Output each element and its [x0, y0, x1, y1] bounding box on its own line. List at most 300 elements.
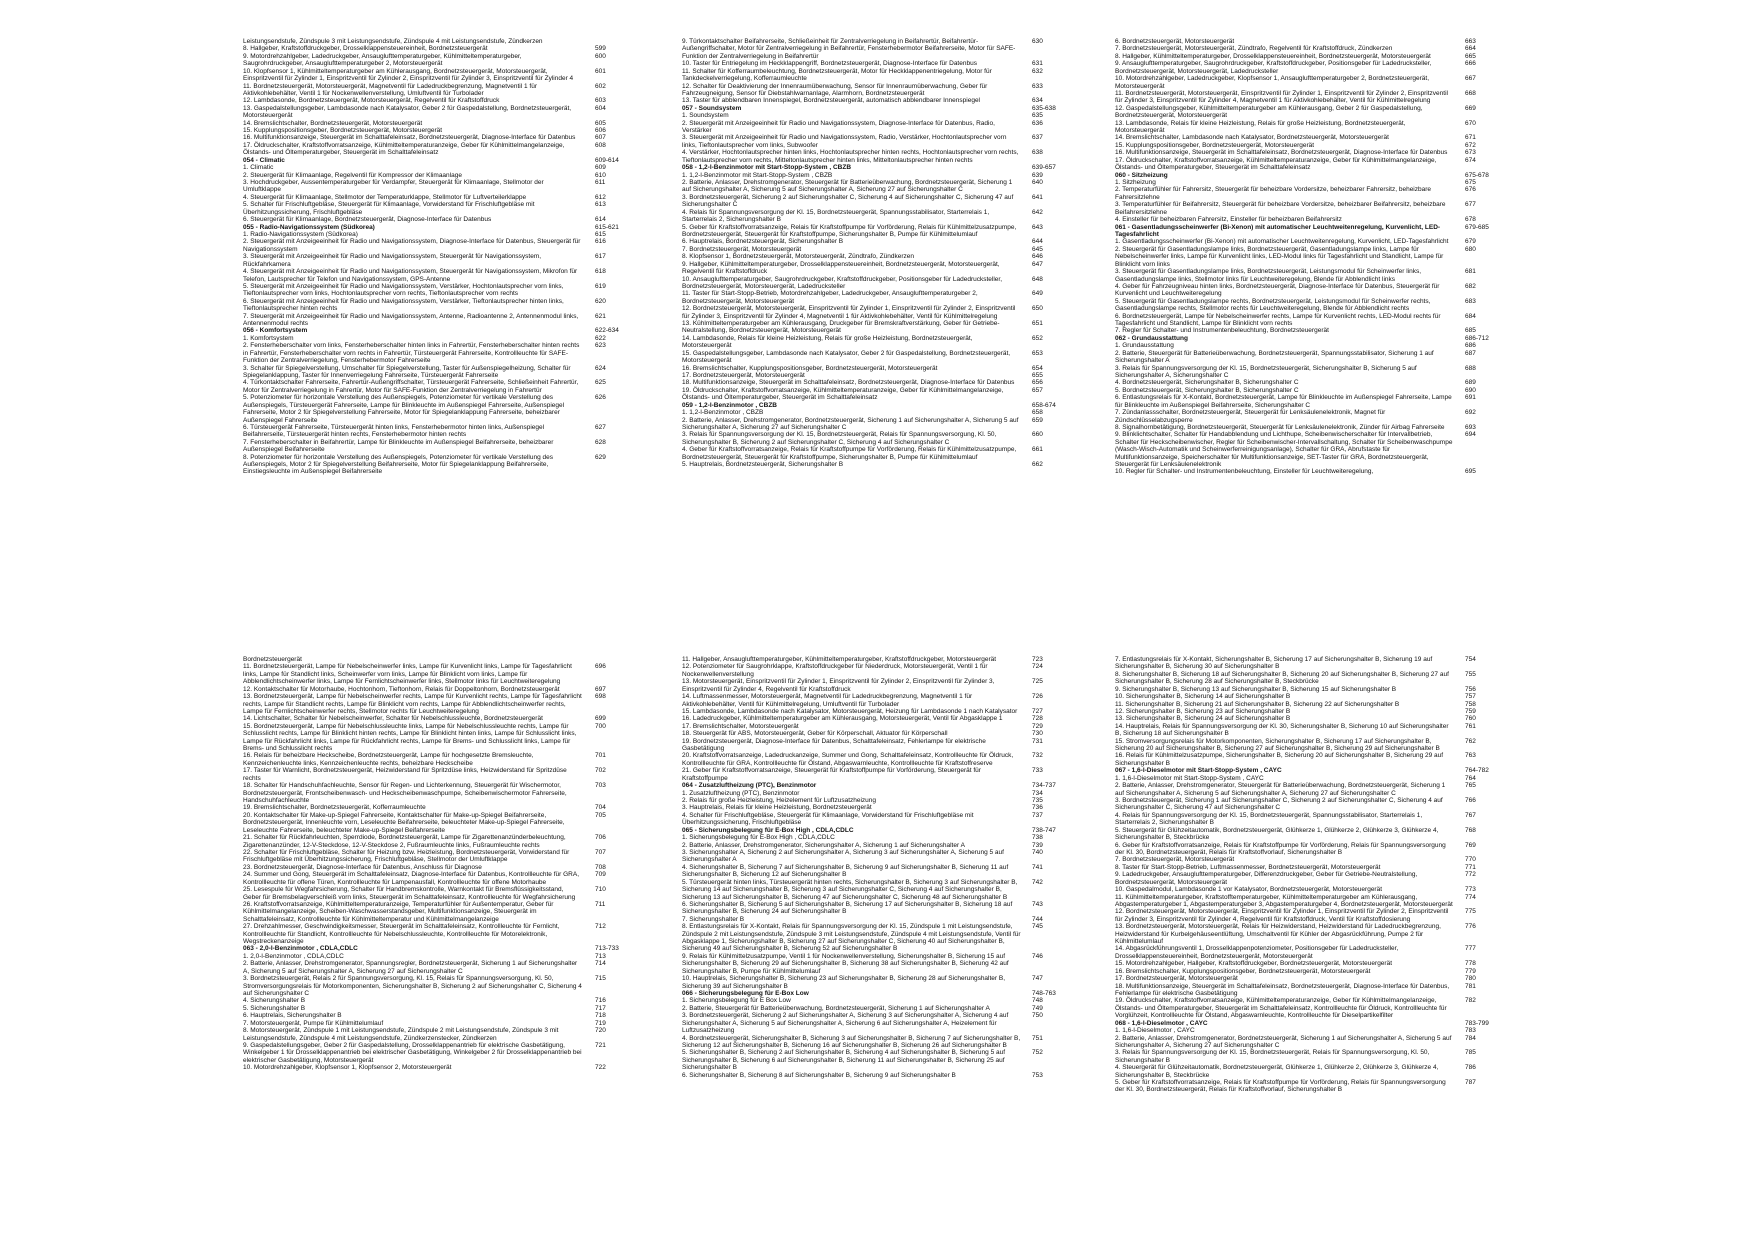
page-number: 704 — [595, 804, 606, 812]
index-entry — [682, 923, 1043, 953]
index-entry — [682, 171, 1043, 179]
index-entry — [682, 737, 1043, 753]
section-heading — [682, 826, 1056, 834]
entry-text: 2. Temperaturfühler für Fahrersitz, Steuergerät für beheizbare Vordersitze, beheizbarer Fahrersitz, beheizbare Fahrersitzlehne — [1115, 186, 1433, 201]
page-number: 692 — [1465, 409, 1476, 417]
entry-text: 4. Steuergerät für Klimaanlage, Stellmotor der Temperaturklappe, Stellmotor für Luftverteilerklappe — [243, 193, 527, 201]
page-number: 683 — [1465, 297, 1476, 305]
entry-text: 15. Kupplungspositionsgeber, Bordnetzsteuergerät, Motorsteuergerät — [1115, 141, 1315, 149]
entry-text: 10. Motordrehzahlgeber, Ladedruckgeber, Klopfsensor 1, Ansauglufttemperaturgeber 2, Bordnetzsteuergerät, Motorsteuergerät — [1115, 75, 1431, 90]
index-entry — [1115, 886, 1476, 894]
entry-text: 13. Sicherungshalter B, Sicherung 24 auf Sicherungshalter B — [1115, 715, 1291, 723]
page-number: 670 — [1465, 119, 1476, 127]
entry-text: 14. Abgasrückführungsventil 1, Drosselklappenpotenziometer, Positionsgeber für Ladedrucksteller, Drosselklappensteuereinheit, Bordnetzsteuergerät, Motorsteuergerät — [1115, 945, 1401, 960]
entry-text: 16. Relais für Kühlmittelzusatzpumpe, Sicherungshalter B, Sicherung 20 auf Sicherungshalter B, Sicherung 29 auf Sicherungshalter B — [1115, 752, 1445, 767]
entry-text: 13. Taster für abblendbaren Innenspiegel, Bordnetzsteuergerät, automatisch abblendbarer Innenspiegel — [682, 97, 981, 105]
entry-text: 3. Steuergerät mit Anzeigeeinheit für Radio und Navigationssystem, Steuergerät für Navigationssystem, Rückfahrkamera — [243, 253, 543, 268]
entry-text: 1. Soundsystem — [682, 112, 729, 120]
page-number: 730 — [1032, 730, 1043, 738]
entry-text: 16. Relais für beheizbare Heckscheibe, Bordnetzsteuergerät, Lampe für hochgesetzte Bremsleuchte, Kennzeichenleuchte links, Kennzeichenleuchte rechts, beheizbare Heckscheibe — [243, 752, 536, 767]
page-number: 599 — [595, 45, 606, 53]
index-entry — [243, 685, 606, 693]
index-entry — [1115, 1049, 1476, 1064]
index-entry — [243, 297, 606, 313]
page-number: 674 — [1465, 156, 1476, 164]
page-number: 621 — [595, 312, 606, 320]
entry-text: 7. Bordnetzsteuergerät, Motorsteuergerät — [682, 245, 802, 253]
entry-text: 10. Klopfsensor 1, Kühlmitteltemperaturgeber am Kühlerausgang, Bordnetzsteuergerät, Motorsteuergerät, Einspritzventil für Zylinder 1, Einspritzventil für Zylinder 2, Einspritzventil für Zylinder 3, Einspritzventil für Zylinder 4 — [243, 67, 574, 83]
index-entry — [243, 997, 606, 1005]
entry-text: 17. Öldruckschalter, Kraftstoffvorratsanzeige, Kühlmitteltemperaturanzeige, Geber für Kühlmittelmangelanzeige, Ölstands- und Öltemperaturgeber, Steuergerät im Schalttafeleinsatz — [243, 141, 567, 157]
entry-text: 18. Schalter für Handschuhfachleuchte, Sensor für Regen- und Lichterkennung, Steuergerät für Wischermotor, Bordnetzsteuergerät, Frontscheibenwasch- und Heckscheibenwaschpumpe, Scheibenwischermotor Fahrerseite, Handschuhfachleuchte — [243, 782, 569, 805]
index-entry — [243, 423, 606, 439]
index-entry — [243, 282, 606, 298]
entry-text: 056 - Komfortsystem — [243, 327, 308, 335]
page-number: 651 — [1032, 320, 1043, 328]
index-entry — [682, 863, 1043, 879]
entry-text: 7. Sicherungshalter B — [682, 915, 745, 923]
entry-text: 2. Steuergerät mit Anzeigeeinheit für Radio und Navigationssystem, Diagnose-Interface für Datenbus, Radio, Verstärker — [682, 119, 997, 135]
entry-text: Bordnetzsteuergerät — [243, 656, 302, 663]
section-heading — [243, 327, 619, 335]
page-number: 711 — [595, 900, 606, 908]
index-entry — [243, 334, 606, 342]
index-entry — [243, 656, 583, 663]
entry-text: 5. Bordnetzsteuergerät, Sicherungshalter B, Sicherungshalter C — [1115, 386, 1299, 394]
page-number: 727 — [1032, 707, 1043, 715]
entry-text: 6. Türsteuergerät Fahrerseite, Türsteuergerät hinten links, Fensterhebermotor hinten links, Außenspiegel Beifahrerseite, Türsteuergerät hinten rechts, Fensterhebermotor hinten rechts — [243, 423, 546, 439]
entry-text: 11. Schalter für Kofferraumbeleuchtung, Bordnetzsteuergerät, Motor für Heckklappenentriegelung, Motor für Tankdeckelverriegelung, Kofferraumleuchte — [682, 67, 994, 83]
index-entry — [243, 900, 606, 923]
index-entry — [682, 1049, 1043, 1072]
page-number: 787 — [1465, 1079, 1476, 1087]
section-heading — [243, 156, 619, 164]
index-entry — [682, 730, 1043, 738]
index-entry — [682, 678, 1043, 693]
page-number: 614 — [595, 216, 606, 224]
entry-text: 065 - Sicherungsbelegung für E-Box High , CDLA,CDLC — [682, 826, 854, 834]
index-entry — [682, 320, 1043, 335]
index-entry — [682, 193, 1043, 209]
index-entry — [1115, 700, 1476, 708]
index-entry — [682, 179, 1043, 194]
page-number: 708 — [595, 863, 606, 871]
page-number: 668 — [1465, 89, 1476, 97]
page-number: 777 — [1465, 945, 1476, 953]
index-entry — [243, 975, 606, 997]
index-entry — [243, 141, 606, 157]
entry-text: 1. 1,2-l-Benzinmotor mit Start-Stopp-System , CBZB — [682, 171, 833, 179]
page-number: 612 — [595, 193, 606, 201]
page-number: 738-747 — [1032, 826, 1056, 834]
page-number: 678 — [1465, 216, 1476, 224]
page-number: 748-763 — [1032, 989, 1056, 997]
page-number: 631 — [1032, 60, 1043, 68]
index-entry — [682, 149, 1043, 164]
page-number: 707 — [595, 848, 606, 856]
entry-text: 4. Relais für Spannungsversorgung der Kl. 15, Bordnetzsteuergerät, Spannungsstabilisator, Starterrelais 1, Starterrelais 2, Sicherungshalter B — [1115, 811, 1424, 827]
index-entry — [243, 379, 606, 394]
index-entry — [682, 1071, 1043, 1079]
entry-text: 4. Bordnetzsteuergerät, Sicherungshalter B, Sicherung 3 auf Sicherungshalter B, Sicherung 7 auf Sicherungshalter B, Sicherung 12 auf Sicherungshalter B, Sicherung 16 auf Sicherungshalter B, Sicherung 26 auf Sicherungshalter B — [682, 1034, 1023, 1049]
index-entry — [682, 841, 1043, 849]
index-entry — [243, 216, 606, 224]
page-number: 696 — [595, 663, 606, 671]
index-entry — [1115, 945, 1476, 960]
page-number: 685 — [1465, 327, 1476, 335]
entry-text: 10. Taster für Entriegelung im Heckklappengriff, Bordnetzsteuergerät, Diagnose-Interface für Datenbus — [682, 60, 977, 68]
index-entry — [1115, 468, 1476, 476]
index-entry — [243, 97, 606, 105]
entry-text: 20. Kontaktschalter für Make-up-Spiegel Fahrerseite, Kontaktschalter für Make-up-Spiegel Beifahrerseite, Bordnetzsteuergerät, Innenleuchte vorn, Leseleuchte Beifahrerseite, beleuchteter Make-up-Spiegel Fahrerseite, Leseleuchte Fahrerseite, beleuchteter Make-up-Spiegel Beifahrerseite — [243, 811, 567, 834]
page-number: 671 — [1465, 134, 1476, 142]
page-number: 604 — [595, 104, 606, 112]
index-column-6 — [1115, 656, 1515, 1226]
entry-text: 5. Geber für Kraftstoffvorratsanzeige, Relais für Kraftstoffpumpe für Vorförderung, Relais für Spannungsversorgung der Kl. 30, Bordnetzsteuergerät, Relais für Kraftstoffvorlauf, Sicherungshalter B — [1115, 1079, 1448, 1094]
page-number: 745 — [1032, 923, 1043, 931]
index-entry — [1115, 908, 1476, 923]
index-entry — [243, 119, 606, 127]
index-entry — [682, 253, 1043, 261]
entry-text: 5. Schalter für Frischluftgebläse, Steuergerät für Klimaanlage, Vorwiderstand für Frischluftgebläse mit Überhitzungssicherung, Frischluftgebläse — [243, 201, 537, 216]
entry-text: 12. Lambdasonde, Bordnetzsteuergerät, Motorsteuergerät, Regelventil für Kraftstoffdruck — [243, 97, 500, 105]
page-number: 611 — [595, 179, 606, 187]
entry-text: 4. Einsteller für beheizbaren Fahrersitz, Einsteller für beheizbaren Beifahrersitz — [1115, 216, 1342, 224]
entry-text: 4. Türkontaktschalter Fahrerseite, Fahrertür-Außengriffschalter, Türsteuergerät Fahrerseite, Schließeinheit Fahrertür, Motor für Zentralverriegelung in Fahrertür, Motor für SAFE-Funktion der Zentralverriegelung in Fahrertür — [243, 379, 581, 394]
page-number: 642 — [1032, 208, 1043, 216]
entry-text: 7. Bordnetzsteuergerät, Motorsteuergerät — [1115, 856, 1235, 864]
page-number: 693 — [1465, 423, 1476, 431]
entry-text: 055 - Radio-Navigationssystem (Südkorea) — [243, 223, 375, 231]
entry-text: 2. Batterie, Anlasser, Drehstromgenerator, Spannungsregler, Bordnetzsteuergerät, Sicherung 1 auf Sicherungshalter A, Sicherung 5 auf Sicherungshalter A, Sicherung 27 auf Sicherungshalter C — [243, 960, 579, 975]
index-entry — [682, 693, 1043, 708]
page-number: 753 — [1032, 1071, 1043, 1079]
index-entry — [682, 848, 1043, 864]
page-number: 637 — [1032, 134, 1043, 142]
index-entry — [243, 193, 606, 201]
entry-text: 19. Öldruckschalter, Kraftstoffvorratsanzeige, Kühlmitteltemperaturanzeige, Geber für Kühlmittelmangelanzeige, Ölstands- und Öltemperaturgeber, Steuergerät im Schalttafeleinsatz — [682, 386, 1006, 402]
page-number: 606 — [595, 127, 606, 135]
page-number: 785 — [1465, 1049, 1476, 1057]
page-number: 747 — [1032, 975, 1043, 983]
entry-text: 8. Taster für Start-Stopp-Betrieb, Luftmassenmesser, Bordnetzsteuergerät, Motorsteuergerät — [1115, 863, 1381, 871]
index-entry — [682, 60, 1043, 68]
entry-text: 13. Kühlmitteltemperaturgeber am Kühlerausgang, Druckgeber für Bremskraftverstärkung, Geber für Getriebe-Neutralstellung, Bordnetzsteuergerät, Motorsteuergerät — [682, 320, 1000, 335]
page-number: 688 — [1465, 364, 1476, 372]
page-number: 767 — [1465, 811, 1476, 819]
index-entry — [682, 811, 1043, 827]
page-number: 736 — [1032, 804, 1043, 812]
page-number: 600 — [595, 52, 606, 60]
index-entry — [1115, 342, 1476, 350]
page-number: 749 — [1032, 1004, 1043, 1012]
page-number: 669 — [1465, 104, 1476, 112]
index-entry — [682, 663, 1043, 678]
entry-text: 14. Lambdasonde, Relais für kleine Heizleistung, Relais für große Heizleistung, Bordnetzsteuergerät, Motorsteuergerät — [682, 334, 975, 350]
index-entry — [1115, 782, 1476, 797]
entry-text: 9. Ladedruckgeber, Ansauglufttemperaturgeber, Differenzdruckgeber, Geber für Getriebe-Neutralstellung, Bordnetzsteuergerät, Motorsteuergerät — [1115, 871, 1420, 886]
entry-text: 057 - Soundsystem — [682, 104, 742, 112]
page-number: 719 — [595, 1019, 606, 1027]
entry-text: 15. Gaspedalstellungsgeber, Lambdasonde nach Katalysator, Geber 2 für Gaspedalstellung, Bordnetzsteuergerät, Motorsteuergerät — [682, 349, 1012, 365]
entry-text: 24. Summer und Gong, Steuergerät im Schalttafeleinsatz, Diagnose-Interface für Datenbus, Kontrollleuchte für GRA, Kontrollleuchte für offene Türen, Kontrollleuchte für Lampenausfall, Kontrollleuchte für offene Motorhaube — [243, 871, 581, 886]
index-entry — [682, 260, 1043, 276]
page-number: 699 — [595, 715, 606, 723]
page-number: 663 — [1465, 38, 1476, 45]
entry-text: 3. Hauptrelais, Relais für kleine Heizleistung, Bordnetzsteuergerät — [682, 804, 872, 812]
page-number: 613 — [595, 201, 606, 209]
entry-text: 2. Batterie, Steuergerät für Batterieüberwachung, Bordnetzsteuergerät, Spannungsstabilisator, Sicherung 1 auf Sicherungshalter A — [1115, 349, 1436, 365]
entry-text: 1. Radio-Navigationssystem (Südkorea) — [243, 230, 358, 238]
page-number: 617 — [595, 253, 606, 261]
entry-text: 2. Batterie, Steuergerät für Batterieüberwachung, Bordnetzsteuergerät, Sicherung 1 auf Sicherungshalter A — [682, 1004, 990, 1012]
entry-text: 058 - 1,2-l-Benzinmotor mit Start-Stopp-System , CBZB — [682, 164, 852, 172]
page-number: 720 — [595, 1027, 606, 1035]
index-entry — [682, 67, 1043, 83]
page-number: 776 — [1465, 923, 1476, 931]
page-number: 712 — [595, 923, 606, 931]
entry-text: 7. Motorsteuergerät, Pumpe für Kühlmittelumlauf — [243, 1019, 384, 1027]
entry-text: 13. Bordnetzsteuergerät, Lampe für Nebelscheinwerfer rechts, Lampe für Kurvenlicht rechts, Lampe für Tagesfahrlicht rechts, Lampe für Standlicht rechts, Lampe für Blinklicht vorn rechts, Lampe für Abblendlichtscheinwerfer rechts, Lampe für Fernlichtscheinwerfer rechts, Stellmotor rechts für Leuchtweiteregelung — [243, 693, 584, 715]
page-number: 636 — [1032, 119, 1043, 127]
page-number: 762 — [1465, 737, 1476, 745]
entry-text: 9. Hallgeber, Kühlmitteltemperaturgeber, Drosselklappensteuereinheit, Bordnetzsteuergerät, Motorsteuergerät, Regelventil für Kraftstoffdruck — [682, 260, 1002, 276]
entry-text: 19. Bremslichtschalter, Bordnetzsteuergerät, Kofferraumleuchte — [243, 804, 426, 812]
index-entry — [682, 208, 1043, 224]
page-number: 658 — [1032, 409, 1043, 417]
index-entry — [682, 238, 1043, 246]
section-heading — [1115, 171, 1489, 179]
page-number: 676 — [1465, 186, 1476, 194]
page-number: 769 — [1465, 841, 1476, 849]
page-number: 605 — [595, 119, 606, 127]
entry-text: 11. Sicherungshalter B, Sicherung 21 auf Sicherungshalter B, Sicherung 22 auf Sicherungshalter B — [1115, 700, 1400, 708]
index-entry — [682, 275, 1043, 291]
index-column-2 — [682, 38, 1082, 598]
index-entry — [1115, 960, 1476, 968]
page-number: 746 — [1032, 952, 1043, 960]
page-number: 686-712 — [1465, 334, 1489, 342]
page-number: 739 — [1032, 841, 1043, 849]
entry-text: 3. Relais für Spannungsversorgung der Kl. 15, Bordnetzsteuergerät, Relais für Spannungsversorgung, Kl. 50, Sicherungshalter B, Sicherung 2 auf Sicherungshalter C, Sicherung 4 auf Sicherungshalter C — [682, 431, 999, 446]
entry-text: 1. Zusatzluftheizung (PTC), Benzinmotor — [682, 789, 800, 797]
index-entry — [1115, 826, 1476, 842]
entry-text: 13. Lambdasonde, Relais für kleine Heizleistung, Relais für große Heizleistung, Bordnetzsteuergerät, Motorsteuergerät — [1115, 119, 1408, 135]
entry-text: 12. Bordnetzsteuergerät, Motorsteuergerät, Einspritzventil für Zylinder 1, Einspritzventil für Zylinder 2, Einspritzventil für Zylinder 3, Einspritzventil für Zylinder 4, Magnetventil 1 für Aktivkohlebehälter, Ventil für Kühlmittelregelung — [682, 305, 1018, 320]
entry-text: 14. Lichtschalter, Schalter für Nebelscheinwerfer, Schalter für Nebelschlussleuchte, Bordnetzsteuergerät — [243, 715, 543, 723]
entry-text: 15. Stromversorgungsrelais für Motorkomponenten, Sicherungshalter B, Sicherung 17 auf Sicherungshalter B, Sicherung 20 auf Sicherungshalter B, Sicherung 27 auf Sicherungshalter B, Sicherung 29 auf Sicherungshalter B — [1115, 737, 1440, 753]
index-column-1 — [243, 38, 653, 598]
entry-text: 22. Schalter für Frischluftgebläse, Schalter für Heizung bzw. Heizleistung, Bordnetzsteuergerät, Vorwiderstand für Frischluftgebläse mit Überhitzungssicherung, Frischluftgebläse, Stellmotor der Umluftklappe — [243, 848, 572, 864]
index-entry — [682, 119, 1043, 135]
entry-text: 5. Potenziometer für horizontale Verstellung des Außenspiegels, Potenziometer für vertikale Verstellung des Außenspiegels, Türsteuergerät Fahrerseite, Lampe für Blinkleuchte im Außenspiegel Fahrerseite, Außenspiegel Fahrerseite, Motor 2 für Spiegelverstellung Fahrerseite, Motor für Spiegelanklappung Fahrerseite, beheizbarer Außenspiegel Fahrerseite — [243, 394, 566, 424]
index-entry — [1115, 967, 1476, 975]
index-entry — [682, 1012, 1043, 1035]
section-heading — [682, 401, 1056, 409]
index-entry — [682, 1004, 1043, 1012]
index-entry — [243, 693, 606, 715]
page-number: 655 — [1032, 371, 1043, 379]
page-number: 691 — [1465, 394, 1476, 402]
entry-text: 5. Hauptrelais, Bordnetzsteuergerät, Sicherungshalter B — [682, 461, 844, 469]
entry-text: 8. Potenziometer für horizontale Verstellung des Außenspiegels, Potenziometer für vertikale Verstellung des Außenspiegels, Motor 2 für Spiegelverstellung Beifahrerseite, Motor für Spiegelanklappung Beifahrerseite, Einstiegsleuchte im Außenspiegel Beifahrerseite — [243, 453, 555, 476]
page-number: 620 — [595, 297, 606, 305]
index-entry — [682, 804, 1043, 812]
entry-text: 4. Geber für Kraftstoffvorratsanzeige, Relais für Kraftstoffpumpe für Vorförderung, Relais für Kühlmittelzusatzpumpe, Bordnetzsteuergerät, Steuergerät für Kraftstoffpumpe, Sicherungshalter B, Pumpe für Kühlmittelumlauf — [682, 446, 1019, 461]
page-number: 780 — [1465, 975, 1476, 983]
page-number: 628 — [595, 438, 606, 446]
index-entry — [243, 752, 606, 767]
entry-text: 9. Sicherungshalter B, Sicherung 13 auf Sicherungshalter B, Sicherung 15 auf Sicherungshalter B — [1115, 685, 1397, 693]
page-number: 743 — [1032, 900, 1043, 908]
entry-text: 26. Kraftstoffvorratsanzeige, Kühlmitteltemperaturanzeige, Temperaturfühler für Außentemperatur, Geber für Kühlmittelmangelanzeige, Scheiben-Waschwasserstandsgeber, Multifunktionsanzeige, Steuergerät im Schalttafeleinsatz, Kontrollleuchte für Kühlmitteltemperatur und Kühlmittelmangelanzeige — [243, 900, 556, 923]
index-entry — [243, 179, 606, 194]
index-entry — [682, 290, 1043, 305]
page-number: 751 — [1032, 1034, 1043, 1042]
entry-text: 8. Entlastungsrelais für X-Kontakt, Relais für Spannungsversorgung der Kl. 15, Zündspule 1 mit Leistungsendstufe, Zündspule 2 mit Leistungsendstufe, Zündspule 3 mit Leistungsendstufe, Zündspule 4 mit Leistungsendstufe, Ventil für Abgasklappe 1, Sicherungshalter B, Sicherung 27 auf Sicherungshalter C, Sicherung 40 auf Sicherungshalter B, Sicherung 49 auf Sicherungshalter B, Sicherung 52 auf Sicherungshalter B — [682, 923, 1023, 953]
index-column-3 — [1115, 38, 1515, 598]
page-number: 660 — [1032, 431, 1043, 439]
page-number: 680 — [1465, 245, 1476, 253]
entry-text: 3. Schalter für Spiegelverstellung, Umschalter für Spiegelverstellung, Taster für Außenspiegelheizung, Schalter für Spiegelanklappung, Taster für Innenverriegelung Fahrerseite, Türsteuergerät Fahrerseite — [243, 364, 573, 379]
entry-text: 061 - Gasentladungsscheinwerfer (Bi-Xenon) mit automatischer Leuchtweitenregelung, Kurvenlicht, LED-Tagesfahrlicht — [1115, 223, 1441, 238]
page-number: 771 — [1465, 863, 1476, 871]
entry-text: 6. Steuergerät für Klimaanlage, Bordnetzsteuergerät, Diagnose-Interface für Datenbus — [243, 216, 492, 224]
entry-text: 1. 1,6-l-Dieselmotor mit Start-Stopp-System , CAYC — [1115, 774, 1264, 782]
entry-text: 16. Multifunktionsanzeige, Steuergerät im Schalttafeleinsatz, Bordnetzsteuergerät, Diagnose-Interface für Datenbus — [1115, 149, 1448, 157]
index-entry — [243, 453, 606, 476]
index-entry — [1115, 423, 1476, 431]
page-number: 675 — [1465, 179, 1476, 187]
page-number: 610 — [595, 171, 606, 179]
index-entry — [1115, 975, 1476, 983]
page-number: 725 — [1032, 678, 1043, 686]
index-entry — [243, 38, 583, 45]
entry-text: 2. Batterie, Anlasser, Drehstromgenerator, Steuergerät für Batterieüberwachung, Bordnetzsteuergerät, Sicherung 1 auf Sicherungshalter A, Sicherung 5 auf Sicherungshalter A, Sicherung 27 auf Sicherungshalter C — [1115, 782, 1448, 797]
page-number: 735 — [1032, 797, 1043, 805]
index-entry — [1115, 707, 1476, 715]
page-number: 626 — [595, 394, 606, 402]
section-heading — [1115, 334, 1489, 342]
page-number: 748 — [1032, 997, 1043, 1005]
entry-text: 21. Schalter für Rückfahrleuchten, Sperrdiode, Bordnetzsteuergerät, Lampe für Zigarettenanzünderbeleuchtung, Zigarettenanzünder, 12-V-Steckdose, 12-V-Steckdose 2, Fußraumleuchte links, Fußraumleuchte rechts — [243, 834, 568, 849]
page-number: 760 — [1465, 715, 1476, 723]
index-entry — [1115, 201, 1476, 216]
index-entry — [1115, 104, 1476, 120]
entry-text: 7. Fensterheberschalter in Beifahrertür, Lampe für Blinkleuchte im Außenspiegel Beifahrerseite, beheizbarer Außenspiegel Beifahrerseite — [243, 438, 555, 454]
entry-text: 17. Bordnetzsteuergerät, Motorsteuergerät — [1115, 975, 1238, 983]
entry-text: 5. Sicherungshalter B — [243, 1004, 306, 1012]
entry-text: 9. Gaspedalstellungsgeber, Geber 2 für Gaspedalstellung, Drosselklappenantrieb für elektrische Gasbetätigung, Winkelgeber 1 für Drosselklappenantrieb bei elektrischer Gasbetätigung, Winkelgeber 2 für Drosselklappenantrieb bei elektrischer Gasbetätigung, Motorsteuergerät — [243, 1041, 584, 1064]
page-number: 609 — [595, 164, 606, 172]
page-number: 656 — [1032, 379, 1043, 387]
section-heading — [243, 945, 619, 953]
page-number: 666 — [1465, 60, 1476, 68]
entry-text: 9. Türkontaktschalter Beifahrerseite, Schließeinheit für Zentralverriegelung in Beifahrertür, Beifahrertür-Außengriffschalter, Motor für Zentralverriegelung in Beifahrertür, Fensterhebermotor Beifahrerseite, Motor für SAFE-Funktion der Zentralverriegelung in Beifahrertür — [682, 38, 1016, 60]
section-heading — [1115, 767, 1489, 775]
page-number: 710 — [595, 886, 606, 894]
page-number: 635 — [1032, 112, 1043, 120]
page-number: 732 — [1032, 752, 1043, 760]
entry-text: 6. Steuergerät mit Anzeigeeinheit für Radio und Navigationssystem, Verstärker, Tieftonlautsprecher hinten links, Tieftonlautsprecher hinten rechts — [243, 297, 566, 313]
index-entry — [1115, 282, 1476, 298]
page-number: 603 — [595, 97, 606, 105]
index-entry — [1115, 179, 1476, 187]
index-entry — [1115, 38, 1476, 45]
entry-text: 8. Hallgeber, Kühlmitteltemperaturgeber, Drosselklappensteuereinheit, Bordnetzsteuergerät, Motorsteuergerät — [1115, 52, 1431, 60]
entry-text: 3. Bordnetzsteuergerät, Sicherung 1 auf Sicherungshalter C, Sicherung 2 auf Sicherungshalter C, Sicherung 4 auf Sicherungshalter C, Sicherung 47 auf Sicherungshalter C — [1115, 797, 1445, 812]
entry-text: 7. Steuergerät mit Anzeigeeinheit für Radio und Navigationssystem, Antenne, Radioantenne 2, Antennenmodul links, Antennenmodul rechts — [243, 312, 580, 328]
page-number: 774 — [1465, 893, 1476, 901]
entry-text: 2. Steuergerät für Gasentladungslampe links, Bordnetzsteuergerät, Gasentladungslampe links, Lampe für Nebelscheinwerfer links, Lampe für Kurvenlicht links, LED-Modul links für Tagesfahrlicht und Standlicht, Lampe für Blinklicht vorn links — [1115, 245, 1446, 268]
index-entry — [1115, 752, 1476, 767]
page-number: 675-678 — [1465, 171, 1489, 179]
page-number: 779 — [1465, 967, 1476, 975]
index-entry — [1115, 364, 1476, 380]
page-number: 649 — [1032, 290, 1043, 298]
index-entry — [243, 67, 606, 83]
index-entry — [243, 1019, 606, 1027]
index-entry — [1115, 245, 1476, 268]
index-entry — [682, 223, 1043, 239]
entry-text: 25. Lesespule für Wegfahrsicherung, Schalter für Handbremskontrolle, Warnkontakt für Bremsflüssigkeitsstand, Geber für Bremsbelagverschleiß vorn links, Steuergerät im Schalttafeleinsatz, Kontrollleuchte für Wegfahrsicherung — [243, 886, 576, 901]
page-number: 622-634 — [595, 327, 619, 335]
entry-text: 3. Steuergerät für Gasentladungslampe links, Bordnetzsteuergerät, Leistungsmodul für Scheinwerfer links, Gasentladungslampe links, Stellmotor links für Leuchtweiteregelung, Blende für Abblendlicht links — [1115, 268, 1423, 283]
index-entry — [1115, 45, 1476, 53]
page-number: 640 — [1032, 179, 1043, 187]
page-number: 697 — [595, 685, 606, 693]
entry-text: 2. Relais für große Heizleistung, Heizelement für Luftzusatzheizung — [682, 797, 877, 805]
index-entry — [1115, 893, 1476, 909]
index-entry — [1115, 1064, 1476, 1079]
page-number: 634 — [1032, 97, 1043, 105]
entry-text: 9. Motordrehzahlgeber, Ladedruckgeber, Ansauglufttemperaturgeber, Kühlmitteltemperaturgeber, Saugrohrdruckgeber, Ansauglufttemperaturgeber 2, Motorsteuergerät — [243, 52, 524, 68]
entry-text: 7. Entlastungsrelais für X-Kontakt, Sicherungshalter B, Sicherung 17 auf Sicherungshalter B, Sicherung 19 auf Sicherungshalter B, Sicherung 30 auf Sicherungshalter B — [1115, 656, 1435, 671]
page-number: 773 — [1465, 886, 1476, 894]
index-entry — [1115, 60, 1476, 75]
page-number: 644 — [1032, 238, 1043, 246]
page-number: 654 — [1032, 364, 1043, 372]
entry-text: 5. Türsteuergerät hinten links, Türsteuergerät hinten rechts, Sicherungshalter B, Sicherung 3 auf Sicherungshalter B, Sicherung 14 auf Sicherungshalter B, Sicherung 3 auf Sicherungshalter C, Sicherung 4 auf Sicherungshalter B, Sicherung 13 auf Sicherungshalter B, Sicherung 47 auf Sicherungshalter C, Sicherung 48 auf Sicherungshalter B — [682, 878, 1020, 901]
entry-text: 11. Bordnetzsteuergerät, Lampe für Nebelscheinwerfer links, Lampe für Kurvenlicht links, Lampe für Tagesfahrlicht links, Lampe für Standlicht links, Scheinwerfer vorn links, Lampe für Blinklicht vorn links, Lampe für Abblendlichtscheinwerfer links, Lampe für Fernlichtscheinwerfer links, Stellmotor links für Leuchtweiteregelung — [243, 663, 574, 686]
index-entry — [243, 1027, 606, 1042]
page-number: 601 — [595, 67, 606, 75]
page-number: 758 — [1465, 700, 1476, 708]
page-number: 757 — [1465, 693, 1476, 701]
entry-text: 16. Bremslichtschalter, Kupplungspositionsgeber, Bordnetzsteuergerät, Motorsteuergerät — [682, 364, 938, 372]
entry-text: 12. Kontaktschalter für Motorhaube, Hochtonhorn, Tieftonhorn, Relais für Doppeltonhorn, Bordnetzsteuergerät — [243, 685, 560, 693]
page-number: 650 — [1032, 305, 1043, 313]
entry-text: 11. Taster für Start-Stopp-Betrieb, Motordrehzahlgeber, Ladedruckgeber, Ansauglufttemperaturgeber 2, Bordnetzsteuergerät, Motorsteuergerät — [682, 290, 980, 305]
page-number: 630 — [1032, 38, 1043, 45]
index-entry — [243, 834, 606, 849]
entry-text: 7. Bordnetzsteuergerät, Motorsteuergerät, Zündtrafo, Regelventil für Kraftstoffdruck, Zündkerzen — [1115, 45, 1393, 53]
index-entry — [682, 1034, 1043, 1050]
index-entry — [243, 811, 606, 834]
index-entry — [1115, 656, 1476, 671]
entry-text: 3. Sicherungshalter A, Sicherung 2 auf Sicherungshalter A, Sicherung 3 auf Sicherungshalter A, Sicherung 5 auf Sicherungshalter A — [682, 848, 1006, 864]
entry-text: 12. Bordnetzsteuergerät, Motorsteuergerät, Einspritzventil für Zylinder 1, Einspritzventil für Zylinder 2, Einspritzventil für Zylinder 3, Einspritzventil für Zylinder 4, Regelventil für Kraftstoffdruck, Ventil für Kraftstoffdosierung — [1115, 908, 1451, 923]
index-entry — [243, 1012, 606, 1020]
index-entry — [243, 171, 606, 179]
index-entry — [682, 707, 1043, 715]
entry-text: 8. Motorsteuergerät, Zündspule 1 mit Leistungsendstufe, Zündspule 2 mit Leistungsendstufe, Zündspule 3 mit Leistungsendstufe, Zündspule 4 mit Leistungsendstufe, Zündkerzenstecker, Zündkerzen — [243, 1027, 561, 1042]
page-number: 761 — [1465, 722, 1476, 730]
index-entry — [1115, 327, 1476, 335]
index-entry — [243, 253, 606, 268]
page-number: 641 — [1032, 193, 1043, 201]
index-entry — [682, 767, 1043, 782]
